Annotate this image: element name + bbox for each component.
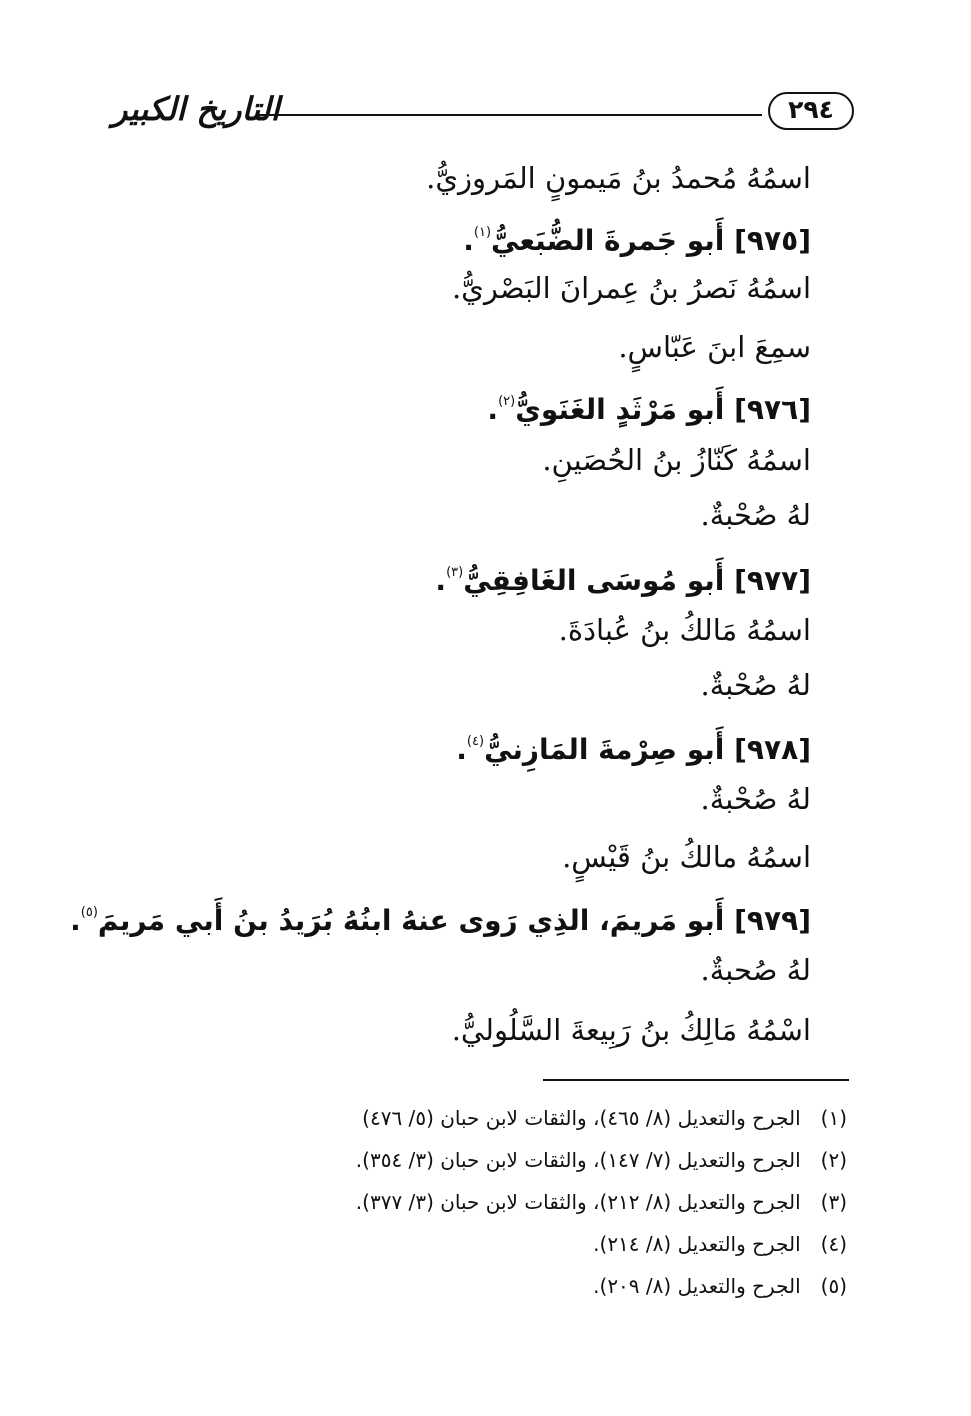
entry-heading	[487, 382, 811, 430]
footnote-text: الجرح والتعديل (٨/ ٢١٤).	[593, 1232, 801, 1256]
line-end: .	[456, 733, 467, 766]
footnote-text: الجرح والتعديل (٨/ ٢١٢)، والثقات لابن حبان (٣/ ٣٧٧).	[355, 1190, 801, 1214]
line-text: اسمُهُ نَصرُ بنُ عِمرانَ البَصْريُّ.	[451, 271, 811, 305]
entry-number: [٩٧٥]	[734, 224, 811, 257]
line-end: .	[70, 904, 81, 937]
footnote	[356, 1145, 847, 1175]
entry-heading	[456, 722, 811, 770]
running-header	[112, 88, 854, 134]
entry-number: [٩٧٦]	[734, 393, 811, 426]
header-rule	[258, 114, 762, 116]
text-line	[452, 1010, 811, 1050]
entry-number: [٩٧٧]	[734, 564, 811, 597]
line-text: اسمُهُ مالكُ بنُ قَيْسٍ.	[562, 840, 811, 874]
line-end: .	[487, 393, 499, 426]
line-end: .	[435, 564, 447, 597]
footnote	[593, 1229, 847, 1259]
line-text: اسمُهُ مَالكُ بنُ عُبادَةَ.	[558, 613, 811, 647]
footnote-separator	[543, 1079, 849, 1081]
footnote-number: (٢)	[820, 1148, 847, 1172]
text-line	[701, 950, 811, 990]
line-text: اسمُهُ مُحمدُ بنُ مَيمونٍ المَروزيُّ.	[426, 161, 811, 195]
text-line	[562, 837, 811, 877]
entry-number: [٩٧٨]	[734, 733, 811, 766]
footnote-number: (٤)	[820, 1232, 847, 1256]
page-number: ٢٩٤	[768, 92, 854, 130]
footnote-text: الجرح والتعديل (٨/ ٢٠٩).	[593, 1274, 801, 1298]
entry-heading	[463, 213, 811, 261]
text-line	[452, 268, 811, 308]
entry-name: أَبو مَريمَ، الذِي رَوى عنهُ ابنُهُ بُرَيدُ بنُ أَبي مَريمَ	[97, 904, 725, 937]
entry-name: أَبو مُوسَى الغَافِقِيُّ	[463, 564, 725, 597]
entry-heading	[435, 553, 811, 601]
footnote-marker[interactable]: (١)	[473, 225, 492, 240]
footnote	[356, 1187, 847, 1217]
footnote-number: (٣)	[820, 1190, 847, 1214]
line-text: لهُ صُحبةٌ.	[700, 953, 811, 987]
text-line	[701, 665, 811, 705]
line-text: لهُ صُحْبةٌ.	[700, 498, 811, 532]
footnote-text: الجرح والتعديل (٧/ ١٤٧)، والثقات لابن حبان (٣/ ٣٥٤).	[355, 1148, 801, 1172]
line-text: لهُ صُحْبةٌ.	[700, 782, 811, 816]
footnote-number: (٥)	[820, 1274, 847, 1298]
footnote-marker[interactable]: (٢)	[498, 394, 516, 409]
footnote-marker[interactable]: (٣)	[446, 565, 464, 580]
footnote-marker[interactable]: (٤)	[466, 734, 485, 749]
line-text: اسْمُهُ مَالِكُ بنُ رَبِيعةَ السَّلُوليُّ.	[451, 1013, 811, 1047]
footnote	[593, 1271, 847, 1301]
text-line	[426, 158, 811, 198]
line-text: اسمُهُ كَنّازُ بنُ الحُصَينِ.	[542, 443, 811, 477]
footnote-marker[interactable]: (٥)	[80, 905, 98, 920]
entry-heading	[70, 893, 811, 941]
footnote-number: (١)	[820, 1106, 847, 1130]
footnote-text: الجرح والتعديل (٨/ ٤٦٥)، والثقات لابن حبان (٥/ ٤٧٦)	[362, 1106, 801, 1130]
entry-name: أَبو مَرْثَدٍ الغَنَويُّ	[515, 393, 725, 426]
text-line	[618, 327, 811, 367]
line-text: سمِعَ ابنَ عَبّاسٍ.	[618, 330, 811, 364]
line-end: .	[463, 224, 474, 257]
book-title: التاريخ الكبير	[112, 90, 280, 128]
text-line	[701, 779, 811, 819]
text-line	[542, 440, 811, 480]
entry-name: أَبو صِرْمةَ المَازِنيُّ	[484, 733, 725, 766]
entry-name: أَبو جَمرةَ الضُّبَعيُّ	[491, 224, 725, 257]
line-text: لهُ صُحْبةٌ.	[700, 668, 811, 702]
text-line	[701, 495, 811, 535]
footnote	[362, 1103, 847, 1133]
entry-number: [٩٧٩]	[734, 904, 811, 937]
text-line	[559, 610, 811, 650]
